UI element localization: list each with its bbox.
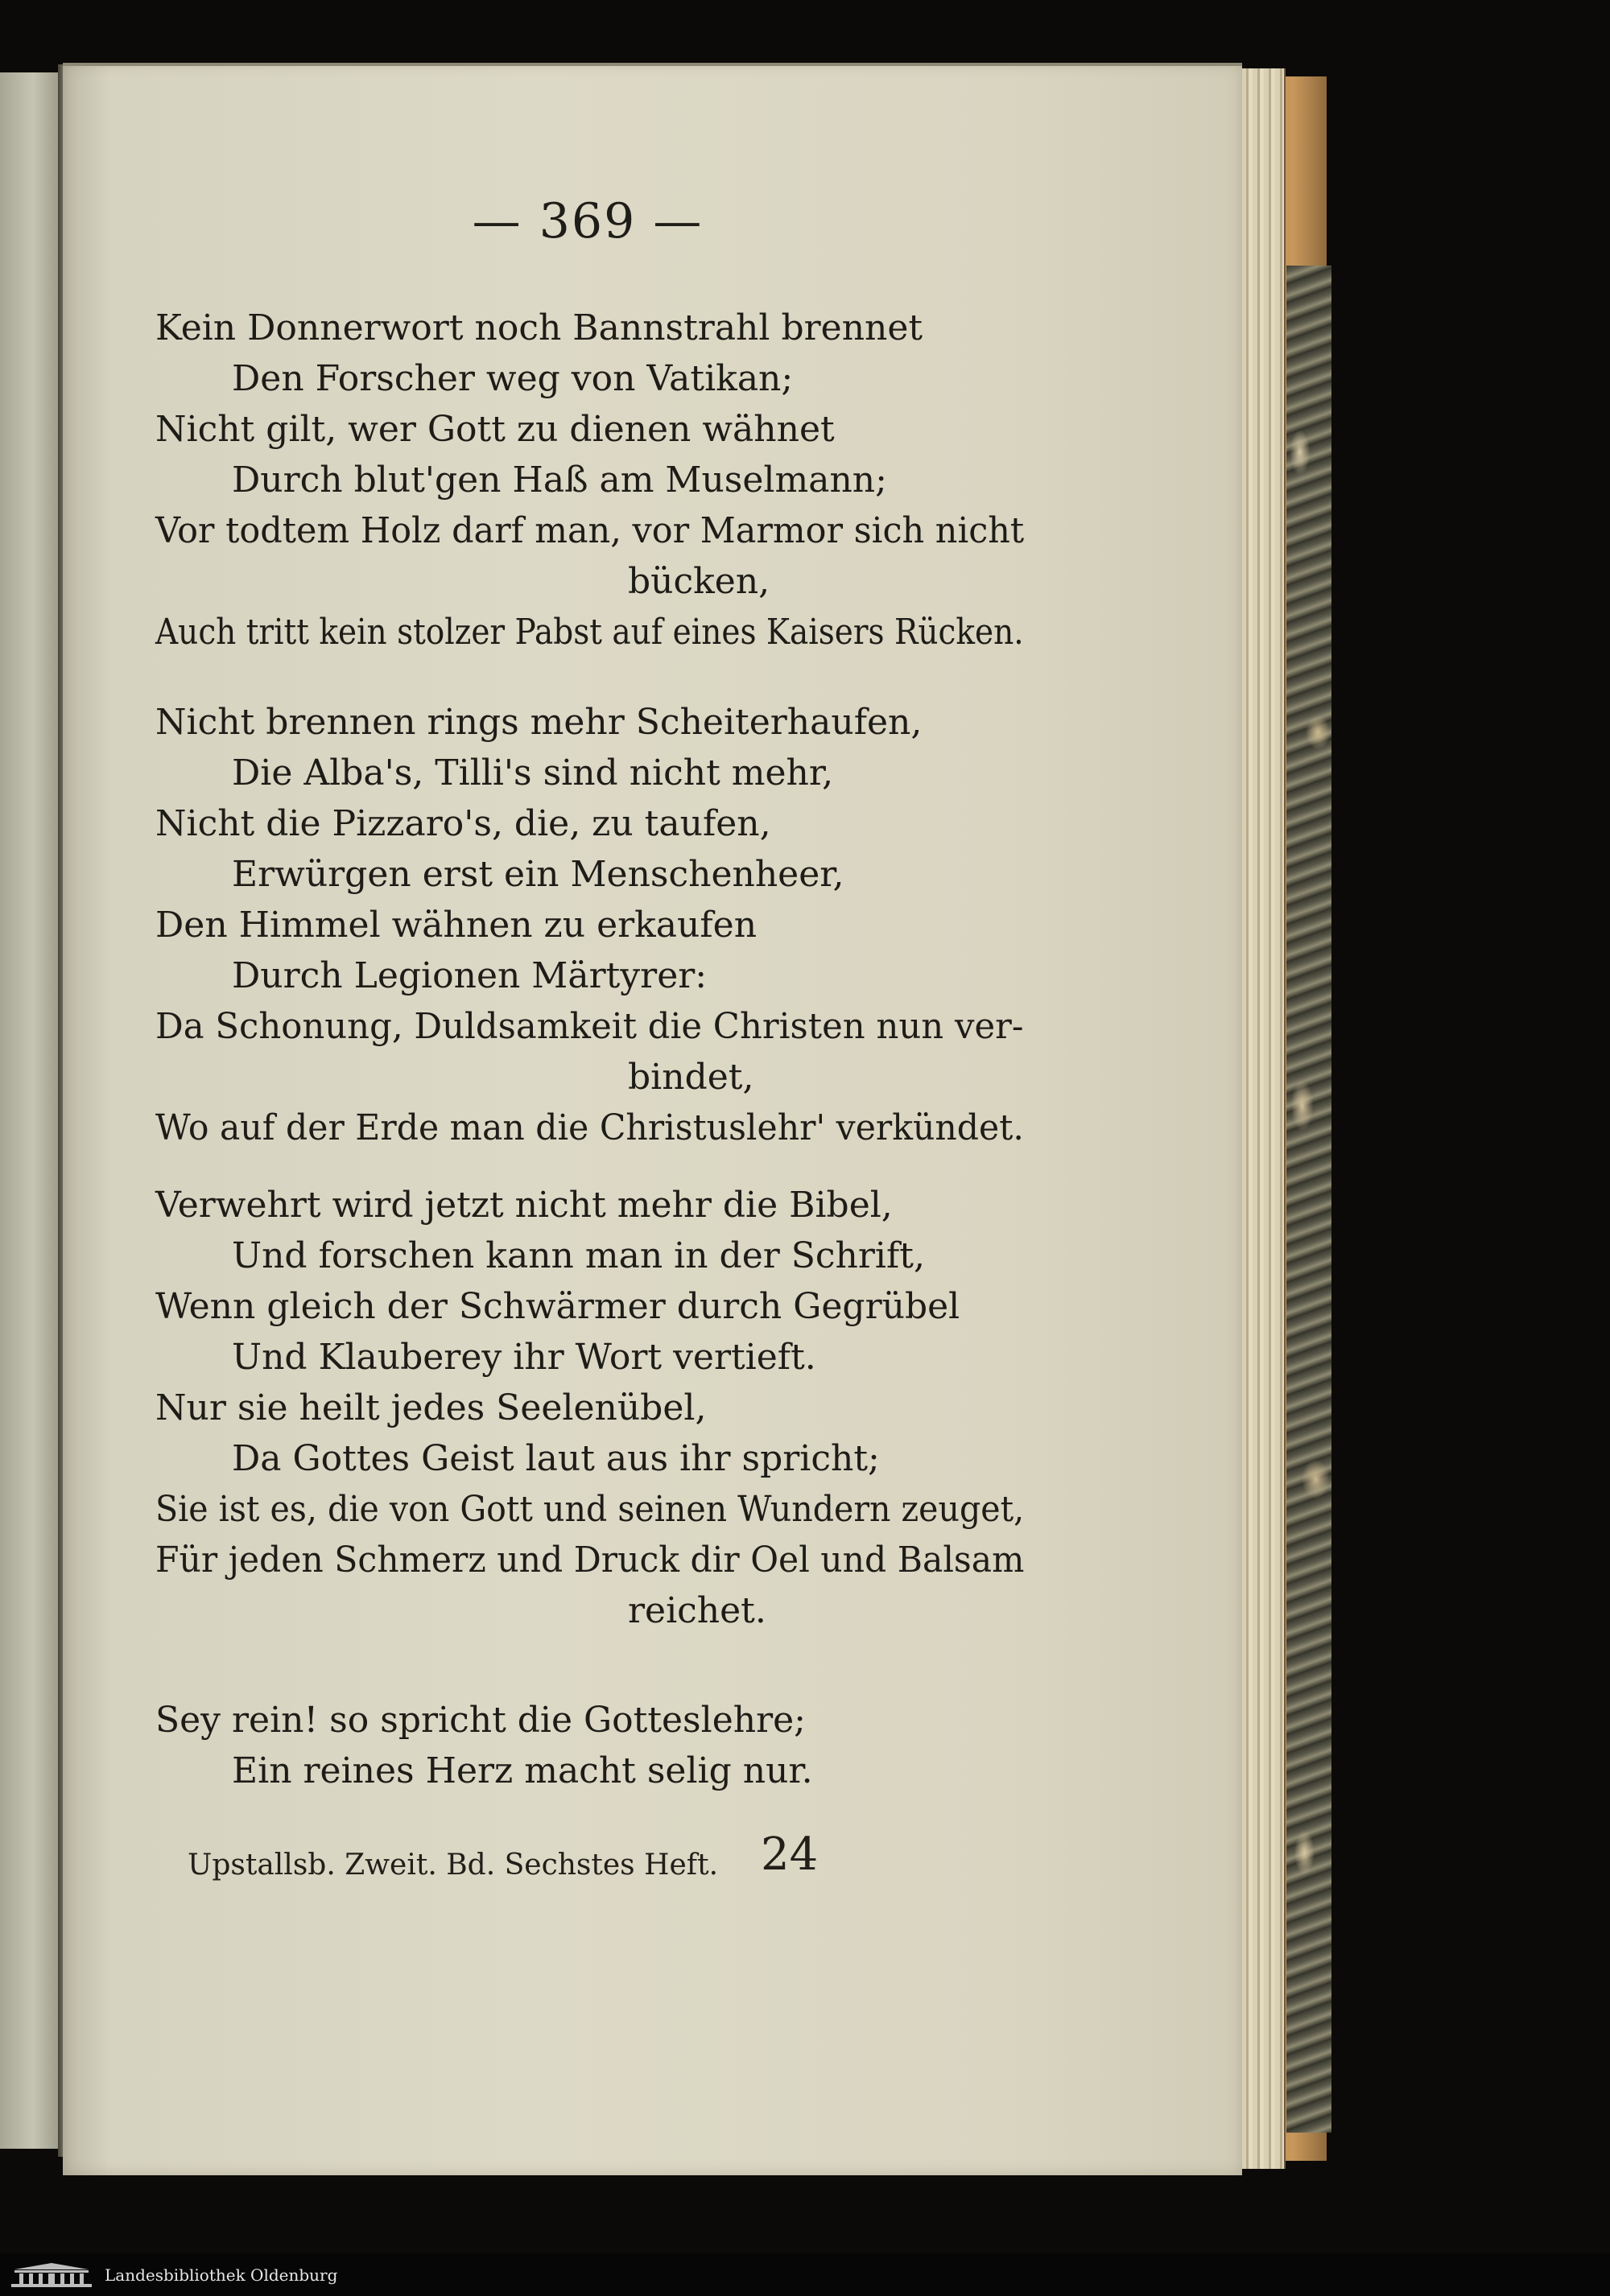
poem-line: Auch tritt kein stolzer Pabst auf eines Kaisers Rücken. (155, 612, 1024, 653)
poem-line: Durch blut'gen Haß am Muselmann; (232, 460, 887, 501)
poem-line: Den Himmel wähnen zu erkaufen (155, 905, 758, 946)
poem-line: Nur sie heilt jedes Seelenübel, (155, 1387, 707, 1428)
poem-line: bücken, (628, 561, 770, 602)
signature-mark: 24 (761, 1828, 819, 1881)
poem-line: Die Alba's, Tilli's sind nicht mehr, (232, 752, 834, 794)
poem-line: Kein Donnerwort noch Bannstrahl brennet (155, 307, 923, 348)
left-page-edge (0, 72, 63, 2149)
library-building-icon (10, 2261, 93, 2289)
poem-line: Nicht gilt, wer Gott zu dienen wähnet (155, 409, 835, 450)
poem-line: Und forschen kann man in der Schrift, (232, 1235, 925, 1276)
footer-bar (0, 2253, 1610, 2296)
library-name: Landesbibliothek Oldenburg (105, 2265, 338, 2285)
poem-line: Da Gottes Geist laut aus ihr spricht; (232, 1438, 880, 1479)
poem-line: Wenn gleich der Schwärmer durch Gegrübel (155, 1286, 960, 1327)
scan-background (1331, 64, 1610, 2296)
poem-line: Für jeden Schmerz und Druck dir Oel und Balsam (155, 1540, 1025, 1581)
poem-line: Wo auf der Erde man die Christuslehr' verkündet. (155, 1107, 1024, 1148)
signature-line: Upstallsb. Zweit. Bd. Sechstes Heft. (188, 1849, 719, 1882)
poem-line: bindet, (628, 1057, 754, 1098)
poem-line: Vor todtem Holz darf man, vor Marmor sich nicht (155, 510, 1025, 551)
poem-line: Erwürgen erst ein Menschenheer, (232, 854, 844, 895)
page-top-edge (63, 63, 1242, 66)
marbled-cover-edge (1286, 266, 1331, 2133)
poem-line: Da Schonung, Duldsamkeit die Christen nun ver- (155, 1006, 1024, 1047)
poem-line: Durch Legionen Märtyrer: (232, 955, 708, 996)
poem-line: Nicht brennen rings mehr Scheiterhaufen, (155, 702, 923, 743)
poem-line: Ein reines Herz macht selig nur. (232, 1750, 813, 1791)
poem-line: Und Klauberey ihr Wort vertieft. (232, 1337, 816, 1378)
page-number: — 369 — (472, 193, 704, 249)
poem-line: Sey rein! so spricht die Gotteslehre; (155, 1700, 806, 1741)
poem-line: Den Forscher weg von Vatikan; (232, 358, 794, 399)
poem-line: Nicht die Pizzaro's, die, zu taufen, (155, 803, 771, 844)
poem-line: Sie ist es, die von Gott und seinen Wundern zeuget, (155, 1489, 1025, 1530)
poem-line: Verwehrt wird jetzt nicht mehr die Bibel, (155, 1185, 893, 1226)
poem-line: reichet. (628, 1590, 766, 1631)
